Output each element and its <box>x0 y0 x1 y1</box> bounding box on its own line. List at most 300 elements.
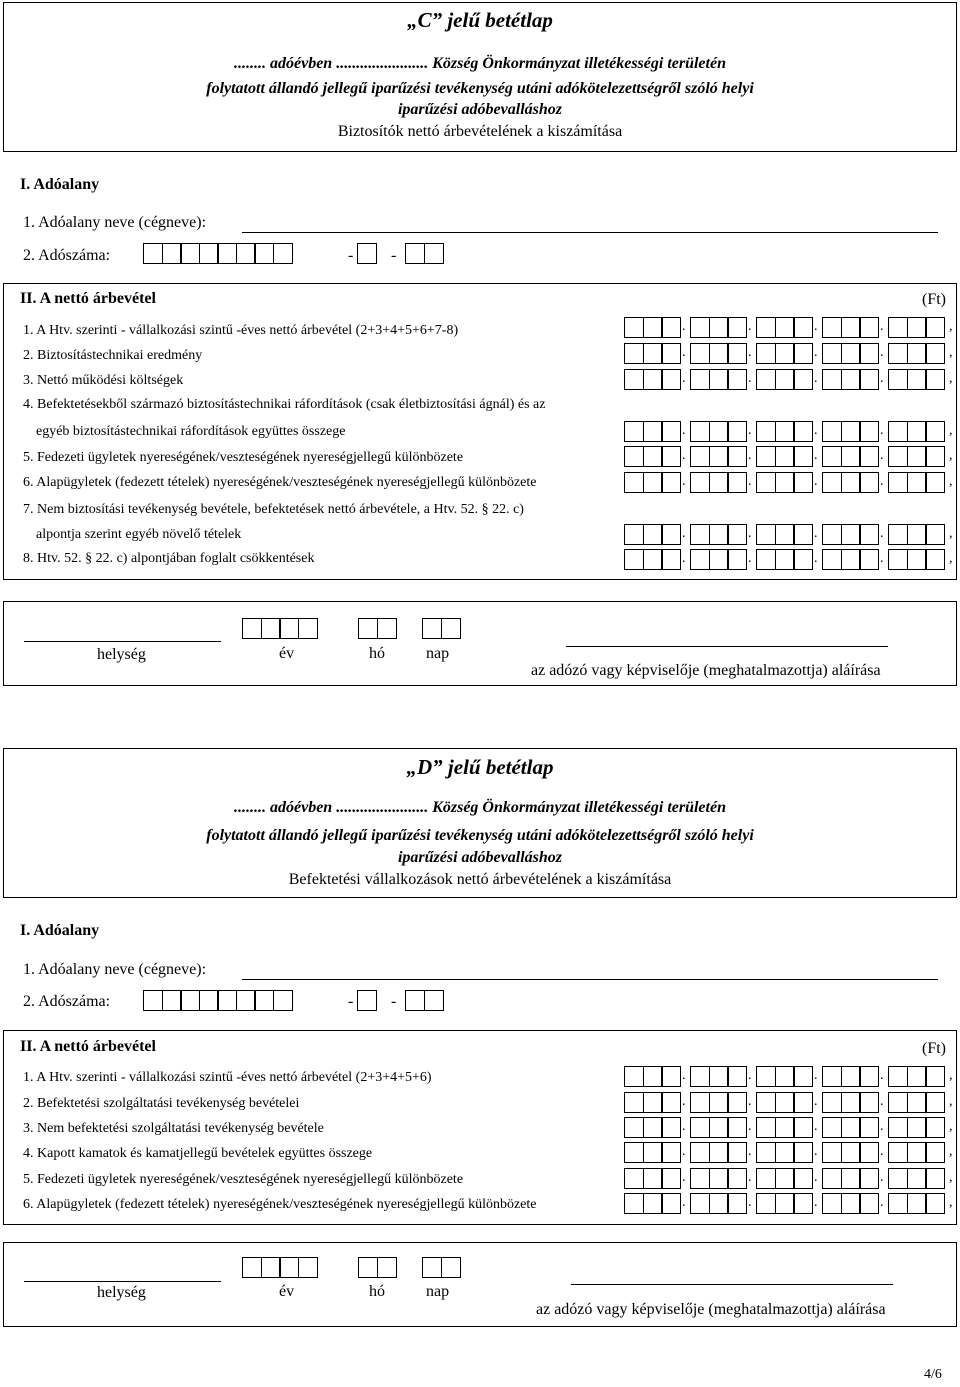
digit-cell[interactable] <box>822 1168 842 1189</box>
digit-cell[interactable] <box>624 1142 644 1163</box>
digit-cell[interactable] <box>793 1066 813 1087</box>
digit-cell[interactable] <box>907 549 927 570</box>
digit-cell[interactable] <box>643 1142 663 1163</box>
digit-cell[interactable] <box>690 549 710 570</box>
digit-cell[interactable] <box>925 472 945 493</box>
digit-cell[interactable] <box>690 369 710 390</box>
digit-cell[interactable] <box>925 1066 945 1087</box>
amount-digit-group[interactable] <box>822 1142 878 1163</box>
digit-cell[interactable] <box>143 243 163 264</box>
digit-cell[interactable] <box>925 446 945 467</box>
digit-cell[interactable] <box>661 1168 681 1189</box>
digit-cell[interactable] <box>199 990 219 1011</box>
digit-cell[interactable] <box>709 1092 729 1113</box>
d-tax-number-vat[interactable] <box>357 990 376 1011</box>
digit-cell[interactable] <box>441 1257 461 1278</box>
digit-cell[interactable] <box>775 549 795 570</box>
digit-cell[interactable] <box>793 524 813 545</box>
digit-cell[interactable] <box>841 446 861 467</box>
amount-digit-group[interactable] <box>690 343 746 364</box>
digit-cell[interactable] <box>888 1168 908 1189</box>
amount-digit-group[interactable] <box>690 1168 746 1189</box>
digit-cell[interactable] <box>273 243 293 264</box>
digit-cell[interactable] <box>727 1168 747 1189</box>
digit-cell[interactable] <box>357 243 377 264</box>
digit-cell[interactable] <box>888 472 908 493</box>
d-tax-number-county[interactable] <box>405 990 442 1011</box>
digit-cell[interactable] <box>793 369 813 390</box>
digit-cell[interactable] <box>236 990 256 1011</box>
digit-cell[interactable] <box>907 524 927 545</box>
digit-cell[interactable] <box>775 524 795 545</box>
c-name-field[interactable] <box>242 232 938 233</box>
digit-cell[interactable] <box>859 1066 879 1087</box>
digit-cell[interactable] <box>279 1257 299 1278</box>
digit-cell[interactable] <box>643 421 663 442</box>
digit-cell[interactable] <box>822 472 842 493</box>
digit-cell[interactable] <box>756 472 776 493</box>
digit-cell[interactable] <box>775 1168 795 1189</box>
digit-cell[interactable] <box>643 369 663 390</box>
digit-cell[interactable] <box>709 1117 729 1138</box>
digit-cell[interactable] <box>661 1117 681 1138</box>
digit-cell[interactable] <box>254 243 274 264</box>
amount-digit-group[interactable] <box>822 343 878 364</box>
amount-digit-group[interactable] <box>822 549 878 570</box>
digit-cell[interactable] <box>859 421 879 442</box>
digit-cell[interactable] <box>357 990 377 1011</box>
digit-cell[interactable] <box>261 1257 281 1278</box>
digit-cell[interactable] <box>888 549 908 570</box>
digit-cell[interactable] <box>643 1193 663 1214</box>
digit-cell[interactable] <box>841 549 861 570</box>
c-tax-number-vat[interactable] <box>357 243 376 264</box>
digit-cell[interactable] <box>841 343 861 364</box>
digit-cell[interactable] <box>888 369 908 390</box>
digit-cell[interactable] <box>643 1168 663 1189</box>
digit-cell[interactable] <box>261 618 281 639</box>
digit-cell[interactable] <box>661 317 681 338</box>
digit-cell[interactable] <box>709 421 729 442</box>
amount-digit-group[interactable] <box>624 317 680 338</box>
amount-digit-group[interactable] <box>822 1193 878 1214</box>
digit-cell[interactable] <box>841 1168 861 1189</box>
digit-cell[interactable] <box>756 524 776 545</box>
digit-cell[interactable] <box>775 369 795 390</box>
amount-digit-group[interactable] <box>624 1066 680 1087</box>
amount-digit-group[interactable] <box>822 1168 878 1189</box>
digit-cell[interactable] <box>690 421 710 442</box>
digit-cell[interactable] <box>162 990 182 1011</box>
digit-cell[interactable] <box>775 317 795 338</box>
c-signature-field[interactable] <box>566 646 888 647</box>
digit-cell[interactable] <box>859 472 879 493</box>
digit-cell[interactable] <box>624 524 644 545</box>
digit-cell[interactable] <box>756 1193 776 1214</box>
digit-cell[interactable] <box>690 1117 710 1138</box>
digit-cell[interactable] <box>377 618 397 639</box>
digit-cell[interactable] <box>841 1193 861 1214</box>
digit-cell[interactable] <box>624 549 644 570</box>
digit-cell[interactable] <box>690 1193 710 1214</box>
digit-cell[interactable] <box>793 1168 813 1189</box>
amount-digit-group[interactable] <box>624 1168 680 1189</box>
digit-cell[interactable] <box>841 1066 861 1087</box>
digit-cell[interactable] <box>775 472 795 493</box>
d-signature-field[interactable] <box>571 1284 893 1285</box>
digit-cell[interactable] <box>841 369 861 390</box>
amount-digit-group[interactable] <box>624 421 680 442</box>
digit-cell[interactable] <box>709 446 729 467</box>
digit-cell[interactable] <box>727 369 747 390</box>
digit-cell[interactable] <box>888 1066 908 1087</box>
digit-cell[interactable] <box>441 618 461 639</box>
digit-cell[interactable] <box>756 343 776 364</box>
amount-digit-group[interactable] <box>822 1092 878 1113</box>
digit-cell[interactable] <box>690 1168 710 1189</box>
digit-cell[interactable] <box>624 1092 644 1113</box>
digit-cell[interactable] <box>709 1193 729 1214</box>
digit-cell[interactable] <box>888 421 908 442</box>
digit-cell[interactable] <box>859 343 879 364</box>
amount-digit-group[interactable] <box>624 549 680 570</box>
amount-digit-group[interactable] <box>888 1092 944 1113</box>
digit-cell[interactable] <box>624 369 644 390</box>
amount-digit-group[interactable] <box>690 1092 746 1113</box>
digit-cell[interactable] <box>793 317 813 338</box>
c-tax-number-main[interactable] <box>143 243 291 264</box>
digit-cell[interactable] <box>727 343 747 364</box>
digit-cell[interactable] <box>925 1193 945 1214</box>
digit-cell[interactable] <box>377 1257 397 1278</box>
c-place-field[interactable] <box>24 641 221 642</box>
digit-cell[interactable] <box>775 1117 795 1138</box>
digit-cell[interactable] <box>236 243 256 264</box>
digit-cell[interactable] <box>727 317 747 338</box>
digit-cell[interactable] <box>709 524 729 545</box>
digit-cell[interactable] <box>709 369 729 390</box>
amount-digit-group[interactable] <box>888 1168 944 1189</box>
amount-digit-group[interactable] <box>756 549 812 570</box>
digit-cell[interactable] <box>859 317 879 338</box>
digit-cell[interactable] <box>422 618 442 639</box>
amount-digit-group[interactable] <box>690 446 746 467</box>
digit-cell[interactable] <box>859 369 879 390</box>
amount-digit-group[interactable] <box>756 317 812 338</box>
digit-cell[interactable] <box>217 243 237 264</box>
amount-digit-group[interactable] <box>888 472 944 493</box>
digit-cell[interactable] <box>661 549 681 570</box>
digit-cell[interactable] <box>822 1117 842 1138</box>
digit-cell[interactable] <box>841 524 861 545</box>
digit-cell[interactable] <box>727 1092 747 1113</box>
digit-cell[interactable] <box>907 446 927 467</box>
digit-cell[interactable] <box>756 1117 776 1138</box>
digit-cell[interactable] <box>859 549 879 570</box>
digit-cell[interactable] <box>242 1257 262 1278</box>
digit-cell[interactable] <box>643 549 663 570</box>
digit-cell[interactable] <box>709 343 729 364</box>
digit-cell[interactable] <box>859 1092 879 1113</box>
digit-cell[interactable] <box>273 990 293 1011</box>
digit-cell[interactable] <box>422 1257 442 1278</box>
digit-cell[interactable] <box>709 472 729 493</box>
digit-cell[interactable] <box>907 317 927 338</box>
digit-cell[interactable] <box>859 1193 879 1214</box>
amount-digit-group[interactable] <box>888 446 944 467</box>
digit-cell[interactable] <box>907 343 927 364</box>
amount-digit-group[interactable] <box>624 1193 680 1214</box>
digit-cell[interactable] <box>643 343 663 364</box>
amount-digit-group[interactable] <box>624 1142 680 1163</box>
amount-digit-group[interactable] <box>756 472 812 493</box>
digit-cell[interactable] <box>888 1092 908 1113</box>
amount-digit-group[interactable] <box>690 317 746 338</box>
digit-cell[interactable] <box>298 618 318 639</box>
amount-digit-group[interactable] <box>888 343 944 364</box>
amount-digit-group[interactable] <box>756 369 812 390</box>
digit-cell[interactable] <box>661 1142 681 1163</box>
digit-cell[interactable] <box>661 524 681 545</box>
digit-cell[interactable] <box>358 618 378 639</box>
c-month-cells[interactable] <box>358 618 395 639</box>
digit-cell[interactable] <box>643 1066 663 1087</box>
digit-cell[interactable] <box>822 369 842 390</box>
digit-cell[interactable] <box>424 990 444 1011</box>
digit-cell[interactable] <box>775 1193 795 1214</box>
digit-cell[interactable] <box>756 421 776 442</box>
digit-cell[interactable] <box>254 990 274 1011</box>
digit-cell[interactable] <box>661 421 681 442</box>
digit-cell[interactable] <box>775 343 795 364</box>
digit-cell[interactable] <box>298 1257 318 1278</box>
digit-cell[interactable] <box>888 446 908 467</box>
digit-cell[interactable] <box>822 1066 842 1087</box>
digit-cell[interactable] <box>624 317 644 338</box>
digit-cell[interactable] <box>643 524 663 545</box>
digit-cell[interactable] <box>756 1066 776 1087</box>
digit-cell[interactable] <box>690 524 710 545</box>
digit-cell[interactable] <box>775 1066 795 1087</box>
amount-digit-group[interactable] <box>888 1142 944 1163</box>
digit-cell[interactable] <box>925 1142 945 1163</box>
digit-cell[interactable] <box>888 343 908 364</box>
amount-digit-group[interactable] <box>756 446 812 467</box>
digit-cell[interactable] <box>405 990 425 1011</box>
amount-digit-group[interactable] <box>690 1117 746 1138</box>
digit-cell[interactable] <box>690 446 710 467</box>
digit-cell[interactable] <box>624 472 644 493</box>
amount-digit-group[interactable] <box>888 524 944 545</box>
digit-cell[interactable] <box>793 1092 813 1113</box>
digit-cell[interactable] <box>841 1142 861 1163</box>
digit-cell[interactable] <box>643 1092 663 1113</box>
digit-cell[interactable] <box>925 524 945 545</box>
digit-cell[interactable] <box>180 243 200 264</box>
digit-cell[interactable] <box>822 1092 842 1113</box>
amount-digit-group[interactable] <box>690 421 746 442</box>
digit-cell[interactable] <box>822 421 842 442</box>
digit-cell[interactable] <box>793 1142 813 1163</box>
digit-cell[interactable] <box>690 317 710 338</box>
amount-digit-group[interactable] <box>756 421 812 442</box>
digit-cell[interactable] <box>888 524 908 545</box>
digit-cell[interactable] <box>756 549 776 570</box>
amount-digit-group[interactable] <box>624 524 680 545</box>
digit-cell[interactable] <box>925 1117 945 1138</box>
amount-digit-group[interactable] <box>756 1168 812 1189</box>
digit-cell[interactable] <box>793 421 813 442</box>
digit-cell[interactable] <box>859 1117 879 1138</box>
digit-cell[interactable] <box>793 446 813 467</box>
amount-digit-group[interactable] <box>624 1117 680 1138</box>
digit-cell[interactable] <box>643 317 663 338</box>
amount-digit-group[interactable] <box>888 369 944 390</box>
digit-cell[interactable] <box>888 317 908 338</box>
digit-cell[interactable] <box>727 1193 747 1214</box>
digit-cell[interactable] <box>624 421 644 442</box>
digit-cell[interactable] <box>756 369 776 390</box>
digit-cell[interactable] <box>756 1092 776 1113</box>
digit-cell[interactable] <box>907 421 927 442</box>
digit-cell[interactable] <box>709 317 729 338</box>
digit-cell[interactable] <box>793 1117 813 1138</box>
digit-cell[interactable] <box>661 369 681 390</box>
digit-cell[interactable] <box>859 1168 879 1189</box>
amount-digit-group[interactable] <box>822 369 878 390</box>
digit-cell[interactable] <box>709 1066 729 1087</box>
amount-digit-group[interactable] <box>690 472 746 493</box>
digit-cell[interactable] <box>661 1092 681 1113</box>
digit-cell[interactable] <box>727 472 747 493</box>
amount-digit-group[interactable] <box>690 549 746 570</box>
amount-digit-group[interactable] <box>888 1193 944 1214</box>
d-month-cells[interactable] <box>358 1257 395 1278</box>
c-year-cells[interactable] <box>242 618 316 639</box>
digit-cell[interactable] <box>841 421 861 442</box>
digit-cell[interactable] <box>727 421 747 442</box>
digit-cell[interactable] <box>624 1168 644 1189</box>
digit-cell[interactable] <box>925 1168 945 1189</box>
digit-cell[interactable] <box>690 1066 710 1087</box>
amount-digit-group[interactable] <box>822 524 878 545</box>
digit-cell[interactable] <box>624 1117 644 1138</box>
digit-cell[interactable] <box>279 618 299 639</box>
digit-cell[interactable] <box>756 1142 776 1163</box>
digit-cell[interactable] <box>925 343 945 364</box>
digit-cell[interactable] <box>793 549 813 570</box>
digit-cell[interactable] <box>793 472 813 493</box>
amount-digit-group[interactable] <box>624 472 680 493</box>
digit-cell[interactable] <box>162 243 182 264</box>
digit-cell[interactable] <box>624 343 644 364</box>
digit-cell[interactable] <box>907 1092 927 1113</box>
digit-cell[interactable] <box>727 1142 747 1163</box>
digit-cell[interactable] <box>709 1168 729 1189</box>
amount-digit-group[interactable] <box>888 549 944 570</box>
digit-cell[interactable] <box>690 1092 710 1113</box>
digit-cell[interactable] <box>756 317 776 338</box>
digit-cell[interactable] <box>822 1142 842 1163</box>
digit-cell[interactable] <box>643 1117 663 1138</box>
digit-cell[interactable] <box>624 1066 644 1087</box>
digit-cell[interactable] <box>199 243 219 264</box>
digit-cell[interactable] <box>775 1092 795 1113</box>
digit-cell[interactable] <box>888 1193 908 1214</box>
digit-cell[interactable] <box>143 990 163 1011</box>
digit-cell[interactable] <box>859 524 879 545</box>
digit-cell[interactable] <box>727 1066 747 1087</box>
digit-cell[interactable] <box>405 243 425 264</box>
digit-cell[interactable] <box>925 369 945 390</box>
digit-cell[interactable] <box>841 317 861 338</box>
d-year-cells[interactable] <box>242 1257 316 1278</box>
d-place-field[interactable] <box>24 1281 221 1282</box>
digit-cell[interactable] <box>822 317 842 338</box>
amount-digit-group[interactable] <box>822 421 878 442</box>
amount-digit-group[interactable] <box>822 446 878 467</box>
digit-cell[interactable] <box>709 549 729 570</box>
amount-digit-group[interactable] <box>690 1142 746 1163</box>
amount-digit-group[interactable] <box>822 1066 878 1087</box>
digit-cell[interactable] <box>925 317 945 338</box>
digit-cell[interactable] <box>727 524 747 545</box>
amount-digit-group[interactable] <box>888 317 944 338</box>
digit-cell[interactable] <box>822 1193 842 1214</box>
digit-cell[interactable] <box>624 446 644 467</box>
digit-cell[interactable] <box>661 1193 681 1214</box>
digit-cell[interactable] <box>756 1168 776 1189</box>
amount-digit-group[interactable] <box>822 1117 878 1138</box>
digit-cell[interactable] <box>822 549 842 570</box>
digit-cell[interactable] <box>661 1066 681 1087</box>
c-tax-number-county[interactable] <box>405 243 442 264</box>
digit-cell[interactable] <box>690 343 710 364</box>
digit-cell[interactable] <box>643 446 663 467</box>
digit-cell[interactable] <box>709 1142 729 1163</box>
digit-cell[interactable] <box>859 1142 879 1163</box>
digit-cell[interactable] <box>661 343 681 364</box>
amount-digit-group[interactable] <box>624 369 680 390</box>
amount-digit-group[interactable] <box>888 421 944 442</box>
digit-cell[interactable] <box>907 1142 927 1163</box>
amount-digit-group[interactable] <box>690 1066 746 1087</box>
digit-cell[interactable] <box>841 1117 861 1138</box>
digit-cell[interactable] <box>793 1193 813 1214</box>
amount-digit-group[interactable] <box>756 524 812 545</box>
digit-cell[interactable] <box>775 421 795 442</box>
digit-cell[interactable] <box>624 1193 644 1214</box>
digit-cell[interactable] <box>775 446 795 467</box>
d-tax-number-main[interactable] <box>143 990 291 1011</box>
digit-cell[interactable] <box>690 1142 710 1163</box>
digit-cell[interactable] <box>859 446 879 467</box>
digit-cell[interactable] <box>793 343 813 364</box>
digit-cell[interactable] <box>822 446 842 467</box>
digit-cell[interactable] <box>690 472 710 493</box>
digit-cell[interactable] <box>180 990 200 1011</box>
digit-cell[interactable] <box>907 1193 927 1214</box>
digit-cell[interactable] <box>756 446 776 467</box>
digit-cell[interactable] <box>841 472 861 493</box>
digit-cell[interactable] <box>822 524 842 545</box>
amount-digit-group[interactable] <box>756 343 812 364</box>
d-name-field[interactable] <box>242 979 938 980</box>
amount-digit-group[interactable] <box>822 317 878 338</box>
digit-cell[interactable] <box>841 1092 861 1113</box>
amount-digit-group[interactable] <box>690 1193 746 1214</box>
digit-cell[interactable] <box>727 549 747 570</box>
